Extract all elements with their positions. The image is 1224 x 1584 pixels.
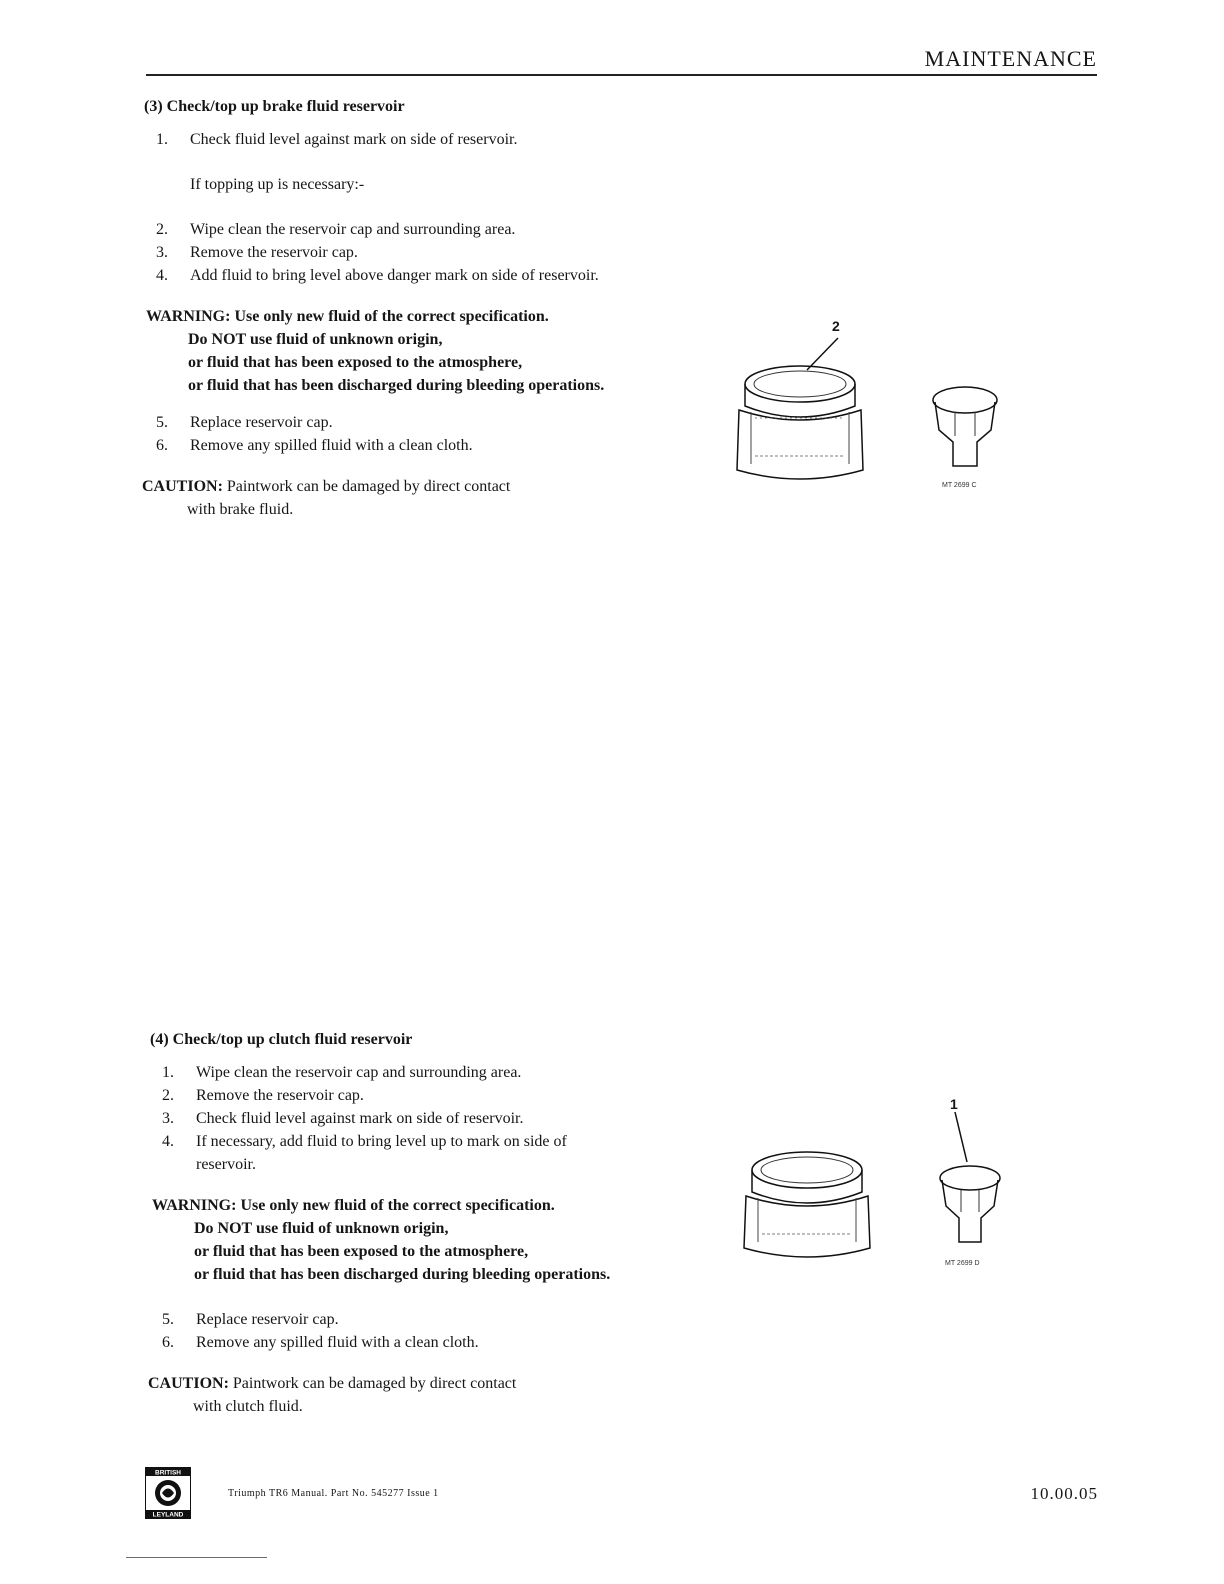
figure-callout: 1 <box>950 1096 958 1112</box>
step-text: If necessary, add fluid to bring level up to mark on side of reservoir. <box>196 1133 567 1173</box>
warning-line: Use only new fluid of the correct specification. <box>234 308 549 325</box>
caution-line: Paintwork can be damaged by direct contact <box>226 478 511 495</box>
warning-line: Use only new fluid of the correct specification. <box>240 1197 555 1214</box>
step-number: 6. <box>162 1334 174 1351</box>
step-item <box>146 1084 616 1107</box>
warning-label: WARNING: <box>146 308 231 325</box>
step-number: 5. <box>156 414 168 431</box>
figure-caption: MT 2699 C <box>942 482 977 489</box>
step-item <box>146 1308 616 1331</box>
step-number: 5. <box>162 1311 174 1328</box>
step-text: Check fluid level against mark on side of reservoir. <box>196 1110 524 1127</box>
step-text: Replace reservoir cap. <box>196 1311 339 1328</box>
step-item <box>140 434 610 457</box>
step-text: Replace reservoir cap. <box>190 414 333 431</box>
step-item <box>140 241 610 264</box>
step-text: Remove the reservoir cap. <box>190 244 358 261</box>
warning-block <box>152 1194 616 1286</box>
caution-line: with brake fluid. <box>187 501 294 518</box>
caution-label: CAUTION: <box>148 1375 229 1392</box>
caution-line: Paintwork can be damaged by direct contact <box>232 1375 517 1392</box>
step-text: Wipe clean the reservoir cap and surrounding area. <box>196 1064 522 1081</box>
step-number: 6. <box>156 437 168 454</box>
topping-note: If topping up is necessary:- <box>190 176 365 193</box>
step-item <box>146 1331 616 1354</box>
caution-line: with clutch fluid. <box>193 1398 303 1415</box>
warning-line: or fluid that has been discharged during bleeding operations. <box>188 377 605 394</box>
step-number: 3. <box>162 1110 174 1127</box>
clutch-fluid-section <box>146 1028 616 1418</box>
page-number: 10.00.05 <box>1030 1484 1098 1503</box>
figure-callout: 2 <box>832 318 840 334</box>
footer-manual-text: Triumph TR6 Manual. Part No. 545277 Issue 1 <box>228 1488 439 1499</box>
step-item <box>140 128 610 151</box>
caution-label: CAUTION: <box>142 478 223 495</box>
step-text: Check fluid level against mark on side of reservoir. <box>190 131 518 148</box>
step-text: Add fluid to bring level above danger mark on side of reservoir. <box>190 267 599 284</box>
step-number: 3. <box>156 244 168 261</box>
step-text: Wipe clean the reservoir cap and surrounding area. <box>190 221 516 238</box>
step-item <box>146 1061 616 1084</box>
step-number: 4. <box>156 267 168 284</box>
step-item <box>140 218 610 241</box>
section-title: (3) Check/top up brake fluid reservoir <box>144 98 405 115</box>
step-number: 1. <box>162 1064 174 1081</box>
step-item <box>140 264 610 287</box>
warning-line: or fluid that has been exposed to the atmosphere, <box>194 1243 529 1260</box>
step-text: Remove the reservoir cap. <box>196 1087 364 1104</box>
warning-block <box>146 305 610 397</box>
step-text: Remove any spilled fluid with a clean cloth. <box>190 437 473 454</box>
step-item <box>140 411 610 434</box>
step-number: 1. <box>156 131 168 148</box>
caution-block <box>148 1372 616 1418</box>
step-text: Remove any spilled fluid with a clean cloth. <box>196 1334 479 1351</box>
warning-line: or fluid that has been discharged during bleeding operations. <box>194 1266 611 1283</box>
clutch-reservoir-illustration <box>735 1110 1035 1270</box>
step-item <box>146 1130 616 1176</box>
warning-line: or fluid that has been exposed to the atmosphere, <box>188 354 523 371</box>
warning-line: Do NOT use fluid of unknown origin, <box>194 1220 449 1237</box>
header-rule <box>146 74 1097 76</box>
warning-line: Do NOT use fluid of unknown origin, <box>188 331 443 348</box>
warning-label: WARNING: <box>152 1197 237 1214</box>
bottom-divider <box>126 1557 267 1558</box>
british-leyland-logo <box>145 1467 191 1519</box>
brake-reservoir-illustration <box>725 332 1025 492</box>
page-header-title: MAINTENANCE <box>924 46 1097 71</box>
step-number: 4. <box>162 1133 174 1150</box>
caution-block <box>142 475 610 521</box>
brake-fluid-section <box>140 95 610 521</box>
step-number: 2. <box>156 221 168 238</box>
section-title: (4) Check/top up clutch fluid reservoir <box>150 1031 413 1048</box>
logo-top-text: BRITISH <box>155 1469 181 1477</box>
logo-bottom-text: LEYLAND <box>152 1511 184 1519</box>
figure-caption: MT 2699 D <box>945 1260 980 1267</box>
step-number: 2. <box>162 1087 174 1104</box>
step-item <box>146 1107 616 1130</box>
